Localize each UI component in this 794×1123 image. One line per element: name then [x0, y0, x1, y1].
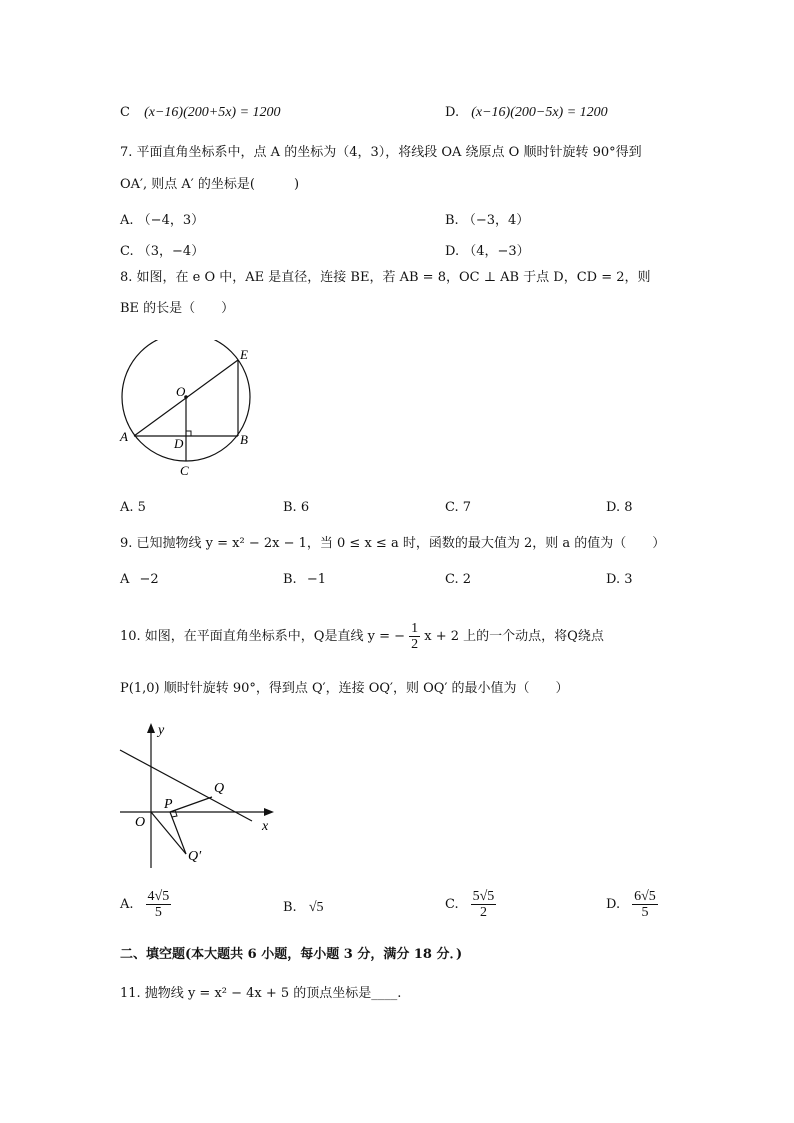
fraction-numerator: 1 — [411, 621, 419, 636]
option-letter: A. — [120, 500, 134, 515]
option-text: 5 — [137, 500, 146, 515]
option-letter: D. — [606, 897, 621, 912]
option-expression: (x−16)(200−5x) = 1200 — [471, 105, 608, 120]
option-fraction — [632, 889, 658, 920]
option-text: √5 — [308, 900, 324, 915]
option-text: 8 — [624, 500, 633, 515]
option-letter: D. — [606, 572, 621, 587]
option-letter: B. — [283, 900, 297, 915]
right-angle-mark — [186, 431, 191, 436]
option-letter: D. — [606, 500, 621, 515]
label-d: D — [174, 436, 184, 451]
q10-coordinate-figure — [114, 720, 284, 870]
q11-stem: 11. 抛物线 y = x² − 4x + 5 的顶点坐标是____. — [120, 986, 402, 1001]
label-o: O — [176, 384, 186, 399]
q7-option-d — [445, 240, 530, 259]
option-letter: A — [120, 572, 130, 587]
fraction-one-half — [409, 621, 420, 652]
label-o: O — [135, 815, 146, 830]
option-letter: B. — [445, 213, 459, 228]
option-text: 3 — [624, 572, 633, 587]
option-letter: D. — [445, 105, 460, 120]
option-text: −2 — [139, 572, 159, 587]
option-letter: D. — [445, 244, 460, 259]
y-axis-arrow — [147, 723, 155, 733]
fraction-denominator: 2 — [411, 637, 419, 652]
fraction-numerator: 5√5 — [472, 889, 495, 904]
q9-option-d — [606, 572, 633, 587]
x-axis-arrow — [264, 808, 274, 816]
option-letter: C. — [120, 244, 134, 259]
q9-stem: 9. 已知抛物线 y = x² − 2x − 1，当 0 ≤ x ≤ a 时，函数的最大值为 2，则 a 的值为（ ） — [120, 536, 666, 551]
segment-oqprime — [151, 812, 186, 854]
q6-option-d — [445, 106, 608, 120]
stem-text: 10. 如图，在平面直角坐标系中，Q是直线 y = − — [120, 629, 405, 644]
q8-stem-line2: BE 的长是（ ） — [120, 301, 235, 316]
label-x: x — [262, 819, 269, 834]
option-text: （3，−4） — [137, 244, 205, 259]
option-text: 6 — [300, 500, 310, 515]
q10-option-a — [120, 889, 171, 920]
option-text: （−4，3） — [137, 213, 205, 228]
label-b: B — [240, 432, 248, 447]
q10-option-d — [606, 889, 658, 920]
q10-stem-line1 — [120, 620, 604, 654]
option-text: （−3，4） — [462, 213, 530, 228]
segment-pqprime — [170, 812, 186, 854]
option-letter: B. — [283, 500, 297, 515]
option-fraction — [146, 889, 172, 920]
q8-option-b — [283, 500, 309, 515]
fraction-numerator: 6√5 — [634, 889, 656, 904]
q8-stem-line1: 8. 如图，在 e O 中，AE 是直径，连接 BE，若 AB = 8，OC ⊥ AB 于点 D，CD = 2，则 — [120, 270, 651, 285]
fraction-denominator: 5 — [641, 905, 649, 920]
fraction-denominator: 5 — [154, 905, 162, 920]
option-letter: A. — [120, 213, 134, 228]
q9-option-c — [445, 572, 471, 587]
line-y-eq-neg-half-x-plus-2 — [120, 750, 252, 821]
q7-option-b — [445, 209, 529, 228]
q8-option-c — [445, 500, 471, 515]
option-expression: (x−16)(200+5x) = 1200 — [144, 105, 281, 120]
segment-pq — [170, 797, 212, 812]
label-q: Q — [214, 781, 225, 796]
section-heading: 二、填空题(本大题共 6 小题，每小题 3 分，满分 18 分．) — [120, 947, 463, 962]
label-c: C — [180, 463, 189, 478]
label-p: P — [164, 797, 173, 812]
option-text: −1 — [306, 572, 326, 587]
label-y: y — [158, 723, 165, 738]
option-text: 2 — [462, 572, 472, 587]
option-text: 7 — [462, 500, 472, 515]
q9-option-b — [283, 572, 326, 587]
q10-option-c — [445, 889, 496, 920]
label-q-prime: Q′ — [188, 849, 202, 864]
option-letter: B. — [283, 572, 297, 587]
q9-option-a — [120, 572, 159, 587]
q6-option-c — [120, 106, 281, 120]
fraction-denominator: 2 — [479, 905, 487, 920]
q7-option-a — [120, 209, 204, 228]
option-letter: C. — [445, 897, 459, 912]
q10-option-b — [283, 900, 324, 916]
option-fraction — [471, 889, 497, 920]
fraction-numerator: 4√5 — [147, 889, 170, 904]
option-letter: C — [120, 105, 130, 120]
q10-stem-line2: P(1,0) 顺时针旋转 90°，得到点 Q′，连接 OQ′，则 OQ′ 的最小值为（ ） — [120, 681, 569, 696]
q8-option-d — [606, 500, 633, 515]
q8-option-a — [120, 500, 146, 515]
option-letter: A. — [120, 897, 134, 912]
option-letter: C. — [445, 572, 459, 587]
q8-circle-figure — [114, 340, 284, 490]
q7-stem-line1: 7. 平面直角坐标系中，点 A 的坐标为（4，3），将线段 OA 绕原点 O 顺时针旋转 90°得到 — [120, 145, 642, 160]
option-letter: C. — [445, 500, 459, 515]
stem-text: x + 2 上的一个动点，将Q绕点 — [424, 629, 604, 644]
q7-stem-line2: OA′, 则点 A′ 的坐标是( ) — [120, 177, 300, 192]
label-e: E — [240, 347, 248, 362]
label-a: A — [120, 429, 128, 444]
q7-option-c — [120, 240, 204, 259]
option-text: （4，−3） — [463, 244, 530, 259]
